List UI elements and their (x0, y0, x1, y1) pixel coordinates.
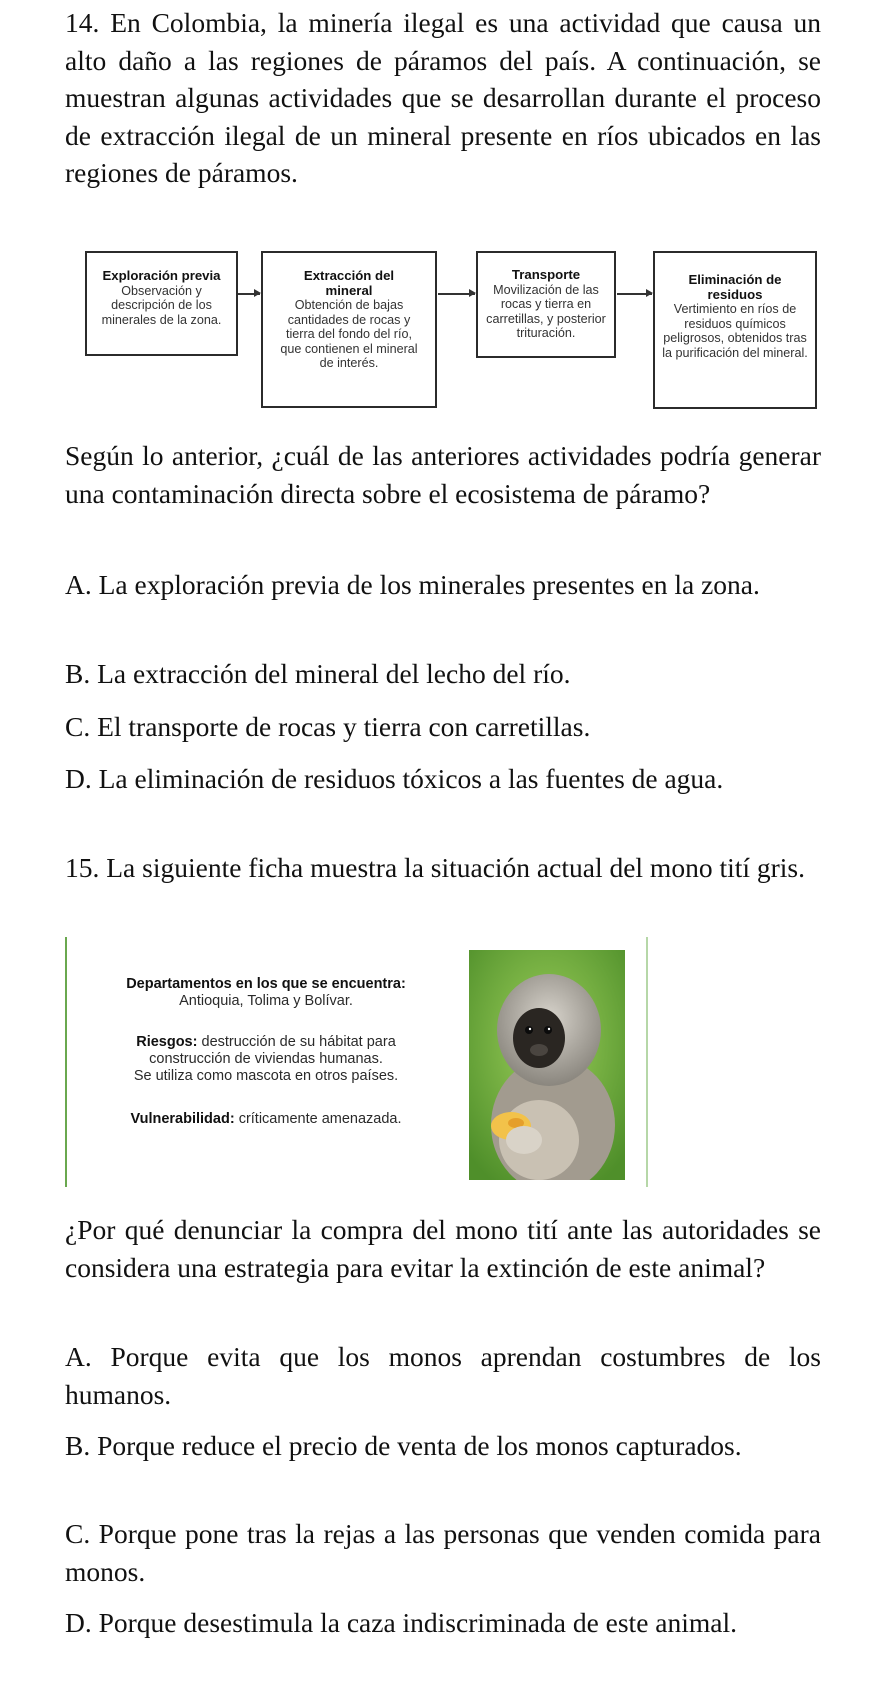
q15-option-a[interactable]: A. Porque evita que los monos aprendan costumbres de los humanos. (65, 1341, 821, 1410)
flow-box-exploration (85, 251, 238, 356)
departments-label: Departamentos en los que se encuentra: (126, 976, 406, 992)
q15-option-c[interactable]: C. Porque pone tras la rejas a las personas que venden comida para monos. (65, 1518, 821, 1587)
vulnerability-value: críticamente amenazada. (238, 1111, 402, 1127)
risks-value-2: Se utiliza como mascota en otros países. (133, 1068, 399, 1084)
q14-stem: 14. En Colombia, la minería ilegal es una actividad que causa un alto daño a las regiones de páramos del país. A continuación, se muestran algunas actividades que se desarrollan durante el proceso de extracción ilegal de un mineral presente en ríos ubicados en las regiones de páramos. (65, 7, 821, 188)
flow-desc: Movilización de las rocas y tierra en carretillas, y posterior trituración. (486, 282, 606, 340)
risks-label: Riesgos: (136, 1034, 198, 1050)
flow-desc: Obtención de bajas cantidades de rocas y tierra del fondo del río, que contienen el mineral de interés. (280, 298, 418, 370)
card-vulnerability (96, 1111, 436, 1128)
flow-box-transport (476, 251, 616, 358)
flow-desc: Vertimiento en ríos de residuos químicos peligrosos, obtenidos tras la purificación del mineral. (662, 302, 808, 360)
flow-arrow (617, 293, 652, 295)
q15-option-d[interactable]: D. Porque desestimula la caza indiscriminada de este animal. (65, 1607, 737, 1638)
flow-title: Exploración previa (102, 268, 221, 283)
card-departments (96, 976, 436, 1010)
flow-title: Eliminación de residuos (688, 272, 782, 302)
q14-option-a[interactable]: A. La exploración previa de los minerales presentes en la zona. (65, 569, 760, 600)
monkey-photo (469, 950, 625, 1180)
card-risks (96, 1034, 436, 1085)
flow-box-waste (653, 251, 817, 409)
flow-desc: Observación y descripción de los minerales de la zona. (101, 283, 222, 327)
flow-arrow (438, 293, 475, 295)
q14-option-b[interactable]: B. La extracción del mineral del lecho del río. (65, 658, 571, 689)
q15-stem: 15. La siguiente ficha muestra la situación actual del mono tití gris. (65, 852, 806, 883)
card-left-border (65, 937, 67, 1187)
departments-value: Antioquia, Tolima y Bolívar. (179, 993, 353, 1009)
flow-arrow (238, 293, 260, 295)
card-right-border (646, 937, 648, 1187)
flow-title: Extracción del mineral (303, 268, 395, 298)
q14-question: Según lo anterior, ¿cuál de las anteriores actividades podría generar una contaminación directa sobre el ecosistema de páramo? (65, 440, 821, 509)
risks-value: destrucción de su hábitat para construcción de viviendas humanas. (149, 1034, 396, 1067)
q14-option-c[interactable]: C. El transporte de rocas y tierra con carretillas. (65, 711, 591, 742)
q15-question: ¿Por qué denunciar la compra del mono tití ante las autoridades se considera una estrategia para evitar la extinción de este animal? (65, 1214, 821, 1283)
q14-option-d[interactable]: D. La eliminación de residuos tóxicos a las fuentes de agua. (65, 763, 724, 794)
flow-box-extraction (261, 251, 437, 408)
vulnerability-label: Vulnerabilidad: (130, 1111, 235, 1127)
q15-option-b[interactable]: B. Porque reduce el precio de venta de los monos capturados. (65, 1430, 742, 1461)
flow-title: Transporte (511, 267, 581, 282)
